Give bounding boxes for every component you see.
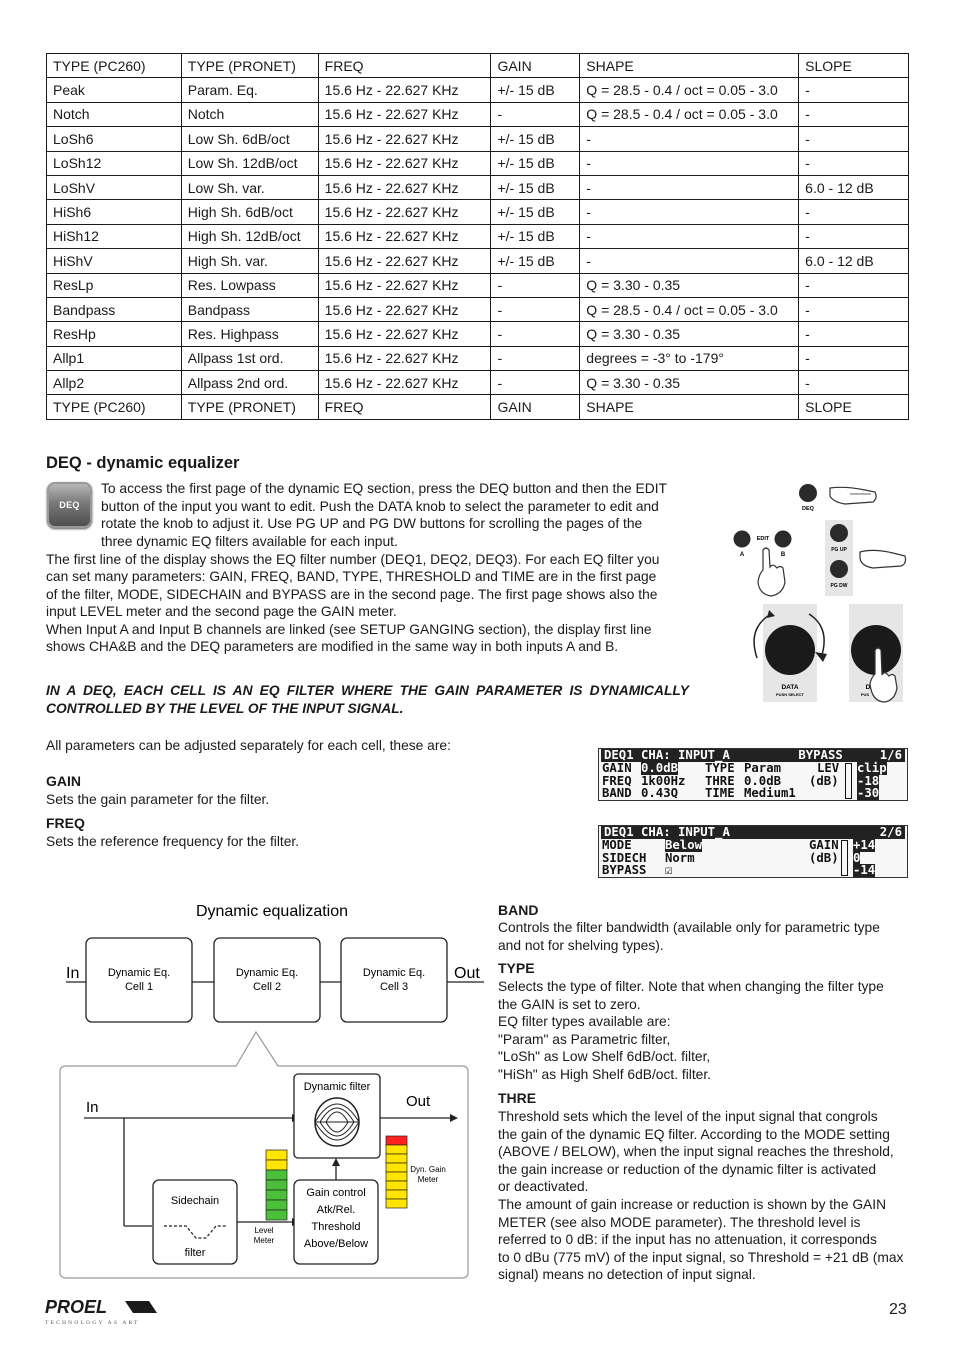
push-label-partial: PUS xyxy=(860,692,870,697)
data-label-partial: D xyxy=(865,684,871,691)
table-cell: GAIN xyxy=(491,395,580,419)
table-cell: 15.6 Hz - 22.627 KHz xyxy=(318,297,491,321)
page-number: 23 xyxy=(889,1301,907,1318)
type-line: Selects the type of filter. Note that when changing the filter type xyxy=(498,979,884,994)
table-row xyxy=(47,54,909,78)
data-knob-icon xyxy=(765,625,815,675)
sidechain-filter-label: filter xyxy=(184,1247,206,1259)
lcd1-level-meter xyxy=(845,763,852,799)
pointing-hand-icon xyxy=(830,487,876,504)
table-cell: Res. Lowpass xyxy=(181,273,318,297)
table-cell: Q = 28.5 - 0.4 / oct = 0.05 - 3.0 xyxy=(580,78,799,102)
table-row xyxy=(47,346,909,370)
table-cell: 15.6 Hz - 22.627 KHz xyxy=(318,346,491,370)
lcd1-lev-mid: -18 xyxy=(857,773,880,788)
lcd2-bypass-label: BYPASS xyxy=(602,863,647,878)
thre-line: signal) means no detection of input signal. xyxy=(498,1267,756,1283)
table-cell: Q = 3.30 - 0.35 xyxy=(580,322,799,346)
table-row xyxy=(47,371,909,395)
table-cell: Allpass 2nd ord. xyxy=(181,371,318,395)
lcd1-band-label: BAND xyxy=(602,786,632,801)
logo-tagline: TECHNOLOGY AS ART xyxy=(45,1320,140,1326)
thre-line: referred to 0 dB: if the input has no attenuation, it corresponds xyxy=(498,1232,877,1248)
thre-line: the gain increase or reduction of the dynamic filter is activated xyxy=(498,1161,877,1177)
proel-logo xyxy=(45,1297,165,1327)
front-panel-illustration xyxy=(725,478,915,706)
dyn-gain-meter-label-1: Dyn. Gain xyxy=(410,1165,446,1174)
table-cell: LoSh6 xyxy=(47,127,182,151)
table-cell: 15.6 Hz - 22.627 KHz xyxy=(318,175,491,199)
edit-a-button-icon xyxy=(734,531,751,548)
table-cell: - xyxy=(491,371,580,395)
lcd1-bypass: BYPASS xyxy=(798,748,843,762)
lcd-page-1 xyxy=(598,748,908,801)
pg-dw-button-icon xyxy=(830,560,848,578)
table-cell: - xyxy=(580,224,799,248)
lcd1-type-label: TYPE xyxy=(705,761,735,775)
pg-up-label: PG UP xyxy=(831,547,847,553)
type-line: "Param" as Parametric filter, xyxy=(498,1031,671,1047)
table-cell: Q = 28.5 - 0.4 / oct = 0.05 - 3.0 xyxy=(580,102,799,126)
table-cell: 15.6 Hz - 22.627 KHz xyxy=(318,127,491,151)
table-cell: Low Sh. 12dB/oct xyxy=(181,151,318,175)
table-row xyxy=(47,200,909,224)
table-cell: Q = 3.30 - 0.35 xyxy=(580,371,799,395)
thre-line: METER (see also MODE parameter). The threshold level is xyxy=(498,1214,861,1230)
body-line: The first line of the display shows the EQ filter number (DEQ1, DEQ2, DEQ3). For each EQ filter you xyxy=(46,551,660,567)
table-cell: LoSh12 xyxy=(47,151,182,175)
table-cell: Bandpass xyxy=(181,297,318,321)
lcd1-gain-value: 0.0dB xyxy=(641,761,679,775)
table-cell: - xyxy=(580,127,799,151)
section-title: DEQ - dynamic equalizer xyxy=(46,454,240,472)
table-row xyxy=(47,224,909,248)
sidechain-label: Sidechain xyxy=(170,1195,220,1207)
table-cell: +/- 15 dB xyxy=(491,200,580,224)
table-cell: 15.6 Hz - 22.627 KHz xyxy=(318,249,491,273)
thre-line: the gain of the dynamic EQ filter. According to the MODE setting xyxy=(498,1126,890,1142)
body-line: of the filter, MODE, SIDECHAIN and BYPASS are in the second page. The first page shows also the xyxy=(46,586,658,602)
table-cell: TYPE (PRONET) xyxy=(181,54,318,78)
emphasis-note: IN A DEQ, EACH CELL IS AN EQ FILTER WHERE THE GAIN PARAMETER IS DYNAMICALLY CONTROLLED BY THE LEVEL OF THE INPUT SIGNAL. xyxy=(46,683,689,716)
table-cell: 15.6 Hz - 22.627 KHz xyxy=(318,371,491,395)
table-row xyxy=(47,297,909,321)
table-cell: ResHp xyxy=(47,322,182,346)
diagram-out-label: Out xyxy=(454,965,480,982)
inner-in-label: In xyxy=(86,1099,99,1116)
lcd1-gain-label: GAIN xyxy=(602,761,632,775)
lcd1-type-value: Param xyxy=(744,761,782,775)
table-cell: Notch xyxy=(181,102,318,126)
thre-line: Threshold sets which the level of the input signal that congrols xyxy=(498,1109,878,1124)
lcd2-gain-meter xyxy=(841,840,848,876)
panel-a-label: A xyxy=(739,552,745,558)
type-line: "HiSh" as High Shelf 6dB/oct. filter. xyxy=(498,1066,712,1082)
eq-cell-1-line2: Cell 1 xyxy=(124,981,154,993)
level-meter-label-1: Level xyxy=(254,1226,274,1235)
table-row xyxy=(47,395,909,419)
table-cell: - xyxy=(799,102,909,126)
body-line: input LEVEL meter and the second page the GAIN meter. xyxy=(46,604,397,620)
band-line: Controls the filter bandwidth (available only for parametric type xyxy=(498,920,880,935)
thre-line: The amount of gain increase or reduction is shown by the GAIN xyxy=(498,1196,887,1212)
lcd-page-2 xyxy=(598,825,908,878)
lcd2-gain-label: GAIN xyxy=(809,838,839,852)
deq-button-label: DEQ xyxy=(59,500,80,510)
table-cell: - xyxy=(799,322,909,346)
eq-cell-2 xyxy=(214,938,320,1022)
table-row xyxy=(47,127,909,151)
logo-text: PROEL xyxy=(45,1297,108,1317)
table-cell: - xyxy=(799,78,909,102)
table-cell: ResLp xyxy=(47,273,182,297)
data-label: DATA xyxy=(781,684,799,691)
table-cell: HiShV xyxy=(47,249,182,273)
table-cell: SLOPE xyxy=(799,395,909,419)
band-text xyxy=(498,919,909,954)
panel-edit-label: EDIT xyxy=(756,536,770,542)
table-cell: - xyxy=(580,249,799,273)
thre-heading: THRE xyxy=(498,1090,537,1106)
gain-control-line3: Threshold xyxy=(311,1221,361,1233)
table-cell: - xyxy=(799,127,909,151)
table-cell: 15.6 Hz - 22.627 KHz xyxy=(318,224,491,248)
panel-b-label: B xyxy=(780,552,786,558)
lcd2-mode-label: MODE xyxy=(602,838,632,852)
table-cell: 15.6 Hz - 22.627 KHz xyxy=(318,200,491,224)
table-cell: TYPE (PC260) xyxy=(47,54,182,78)
table-cell: Low Sh. var. xyxy=(181,175,318,199)
table-cell: SLOPE xyxy=(799,54,909,78)
table-cell: +/- 15 dB xyxy=(491,127,580,151)
pg-dw-label: PG DW xyxy=(830,583,848,589)
table-cell: - xyxy=(799,200,909,224)
lcd1-db-label: (dB) xyxy=(809,773,839,788)
table-row xyxy=(47,151,909,175)
body-line: shows CHA&B and the DEQ parameters are modified in the same way in both inputs A and B. xyxy=(46,639,619,655)
push-select-label: PUSH SELECT xyxy=(775,692,805,697)
freq-heading: FREQ xyxy=(46,815,85,831)
table-cell: degrees = -3° to -179° xyxy=(580,346,799,370)
table-row xyxy=(47,175,909,199)
table-cell: LoShV xyxy=(47,175,182,199)
eq-cell-2-line2: Cell 2 xyxy=(252,981,282,993)
table-cell: 6.0 - 12 dB xyxy=(799,175,909,199)
panel-deq-knob-icon xyxy=(799,484,817,502)
intro-line: To access the first page of the dynamic EQ section, press the DEQ button and then the EDIT xyxy=(101,481,667,496)
table-cell: High Sh. 12dB/oct xyxy=(181,224,318,248)
diagram-title: Dynamic equalization xyxy=(195,903,349,920)
gain-control-line2: Atk/Rel. xyxy=(316,1204,356,1216)
lcd1-thre-value: 0.0dB xyxy=(744,773,782,788)
lcd1-lev-bot: -30 xyxy=(857,786,880,801)
table-cell: HiSh12 xyxy=(47,224,182,248)
table-cell: Bandpass xyxy=(47,297,182,321)
table-cell: - xyxy=(491,297,580,321)
lcd2-db-label: (dB) xyxy=(809,850,839,865)
table-cell: Allp1 xyxy=(47,346,182,370)
intro-paragraph xyxy=(101,480,688,550)
table-cell: Q = 28.5 - 0.4 / oct = 0.05 - 3.0 xyxy=(580,297,799,321)
table-cell: - xyxy=(580,151,799,175)
table-row xyxy=(47,249,909,273)
dynamic-filter-label: Dynamic filter xyxy=(303,1081,371,1093)
table-cell: Allp2 xyxy=(47,371,182,395)
type-line: "LoSh" as Low Shelf 6dB/oct. filter, xyxy=(498,1049,711,1065)
panel-deq-label: DEQ xyxy=(802,506,814,512)
intro-line: rotate the knob to adjust it. Use PG UP and PG DW buttons for scrolling the pages of the xyxy=(101,516,643,532)
freq-text: Sets the reference frequency for the filter. xyxy=(46,834,300,849)
body-paragraph xyxy=(46,551,688,657)
table-cell: Res. Highpass xyxy=(181,322,318,346)
table-cell: - xyxy=(491,346,580,370)
table-cell: 15.6 Hz - 22.627 KHz xyxy=(318,102,491,126)
table-cell: TYPE (PRONET) xyxy=(181,395,318,419)
table-cell: +/- 15 dB xyxy=(491,249,580,273)
table-row xyxy=(47,102,909,126)
dyn-gain-meter-icon xyxy=(386,1136,407,1208)
table-cell: - xyxy=(580,175,799,199)
table-cell: High Sh. var. xyxy=(181,249,318,273)
table-cell: FREQ xyxy=(318,54,491,78)
lcd1-lev-label: LEV xyxy=(817,761,840,775)
table-cell: 15.6 Hz - 22.627 KHz xyxy=(318,273,491,297)
table-cell: - xyxy=(799,297,909,321)
table-cell: +/- 15 dB xyxy=(491,175,580,199)
table-cell: 15.6 Hz - 22.627 KHz xyxy=(318,322,491,346)
thre-text xyxy=(498,1108,909,1284)
table-cell: HiSh6 xyxy=(47,200,182,224)
table-cell: - xyxy=(799,346,909,370)
eq-cell-1-line1: Dynamic Eq. xyxy=(107,967,171,979)
eq-cell-1 xyxy=(86,938,192,1022)
table-cell: TYPE (PC260) xyxy=(47,395,182,419)
lcd1-freq-value: 1k00Hz xyxy=(641,773,686,788)
lcd2-title: DEQ1 CHA: INPUT_A xyxy=(604,825,730,839)
table-cell: - xyxy=(799,151,909,175)
type-heading: TYPE xyxy=(498,960,535,976)
lcd1-time-value: Medium1 xyxy=(744,786,796,801)
gain-text: Sets the gain parameter for the filter. xyxy=(46,792,270,807)
eq-cell-3-line1: Dynamic Eq. xyxy=(362,967,426,979)
lcd2-page: 2/6 xyxy=(879,825,902,839)
gain-control-line4: Above/Below xyxy=(303,1238,369,1250)
lcd1-title: DEQ1 CHA: INPUT_A xyxy=(604,748,730,762)
table-cell: High Sh. 6dB/oct xyxy=(181,200,318,224)
band-heading: BAND xyxy=(498,902,539,918)
lcd2-sidech-value: Norm xyxy=(665,850,695,865)
table-cell: - xyxy=(799,224,909,248)
table-cell: +/- 15 dB xyxy=(491,78,580,102)
type-text xyxy=(498,978,909,1084)
table-cell: - xyxy=(580,200,799,224)
table-cell: - xyxy=(799,371,909,395)
gain-control-line1: Gain control xyxy=(306,1187,366,1199)
table-cell: Peak xyxy=(47,78,182,102)
intro-line: button of the input you want to edit. Push the DATA knob to select the parameter to edit and xyxy=(101,498,659,514)
table-cell: GAIN xyxy=(491,54,580,78)
lcd1-thre-label: THRE xyxy=(705,773,735,788)
table-row xyxy=(47,78,909,102)
lcd2-mode-value: Below xyxy=(665,838,703,852)
lcd2-gain-mid: 0 xyxy=(853,850,861,865)
table-cell: 15.6 Hz - 22.627 KHz xyxy=(318,78,491,102)
deq-button-icon xyxy=(47,482,92,528)
intro-line: three dynamic EQ filters available for each input. xyxy=(101,533,398,549)
table-cell: +/- 15 dB xyxy=(491,151,580,175)
lcd1-lev-top: clip xyxy=(857,761,887,775)
table-cell: 15.6 Hz - 22.627 KHz xyxy=(318,151,491,175)
thre-line: to 0 dBu (775 mV) of the input signal, so Threshold = +21 dB (max xyxy=(498,1249,904,1265)
body-line: can set many parameters: GAIN, FREQ, BAND, TYPE, THRESHOLD and TIME are in the first page xyxy=(46,569,657,585)
table-row xyxy=(47,273,909,297)
lcd2-gain-top: +14 xyxy=(853,838,876,852)
logo-swoosh-icon xyxy=(125,1301,157,1313)
type-line: the GAIN is set to zero. xyxy=(498,996,641,1012)
table-cell: 6.0 - 12 dB xyxy=(799,249,909,273)
inner-out-label: Out xyxy=(406,1093,431,1110)
filter-types-table xyxy=(46,53,909,420)
all-params-text: All parameters can be adjusted separately for each cell, these are: xyxy=(46,738,451,753)
lcd2-gain-bot: -14 xyxy=(853,863,876,878)
eq-cell-3 xyxy=(341,938,447,1022)
lcd2-sidech-label: SIDECH xyxy=(602,850,647,865)
table-row xyxy=(47,322,909,346)
lcd1-page: 1/6 xyxy=(879,748,902,762)
band-line: and not for shelving types). xyxy=(498,937,664,953)
thre-line: or deactivated. xyxy=(498,1179,589,1195)
lcd1-time-label: TIME xyxy=(705,786,735,801)
level-meter-label-2: Meter xyxy=(253,1236,275,1245)
table-cell: - xyxy=(799,273,909,297)
table-cell: Q = 3.30 - 0.35 xyxy=(580,273,799,297)
eq-cell-2-line1: Dynamic Eq. xyxy=(235,967,299,979)
table-cell: SHAPE xyxy=(580,54,799,78)
table-cell: +/- 15 dB xyxy=(491,224,580,248)
table-cell: Allpass 1st ord. xyxy=(181,346,318,370)
thre-line: (ABOVE / BELOW), when the input signal reaches the threshold, xyxy=(498,1144,894,1160)
lcd1-band-value: 0.43Q xyxy=(641,786,679,801)
lcd1-freq-label: FREQ xyxy=(602,773,632,788)
table-cell: - xyxy=(491,273,580,297)
pg-up-button-icon xyxy=(830,524,848,542)
table-cell: FREQ xyxy=(318,395,491,419)
type-line: EQ filter types available are: xyxy=(498,1014,671,1030)
level-meter-icon xyxy=(266,1150,287,1220)
lcd2-bypass-checkbox-icon: ☑ xyxy=(665,863,673,878)
pointing-hand-icon xyxy=(860,550,906,568)
dynamic-eq-diagram xyxy=(56,896,480,1284)
gain-heading: GAIN xyxy=(46,773,81,789)
dyn-gain-meter-label-2: Meter xyxy=(417,1175,439,1184)
table-cell: SHAPE xyxy=(580,395,799,419)
table-cell: Param. Eq. xyxy=(181,78,318,102)
body-line: When Input A and Input B channels are linked (see SETUP GANGING section), the display first line xyxy=(46,621,652,637)
eq-cell-3-line2: Cell 3 xyxy=(379,981,409,993)
table-cell: - xyxy=(491,322,580,346)
table-cell: - xyxy=(491,102,580,126)
table-cell: Low Sh. 6dB/oct xyxy=(181,127,318,151)
edit-b-button-icon xyxy=(775,531,792,548)
table-cell: Notch xyxy=(47,102,182,126)
diagram-in-label: In xyxy=(66,965,80,982)
